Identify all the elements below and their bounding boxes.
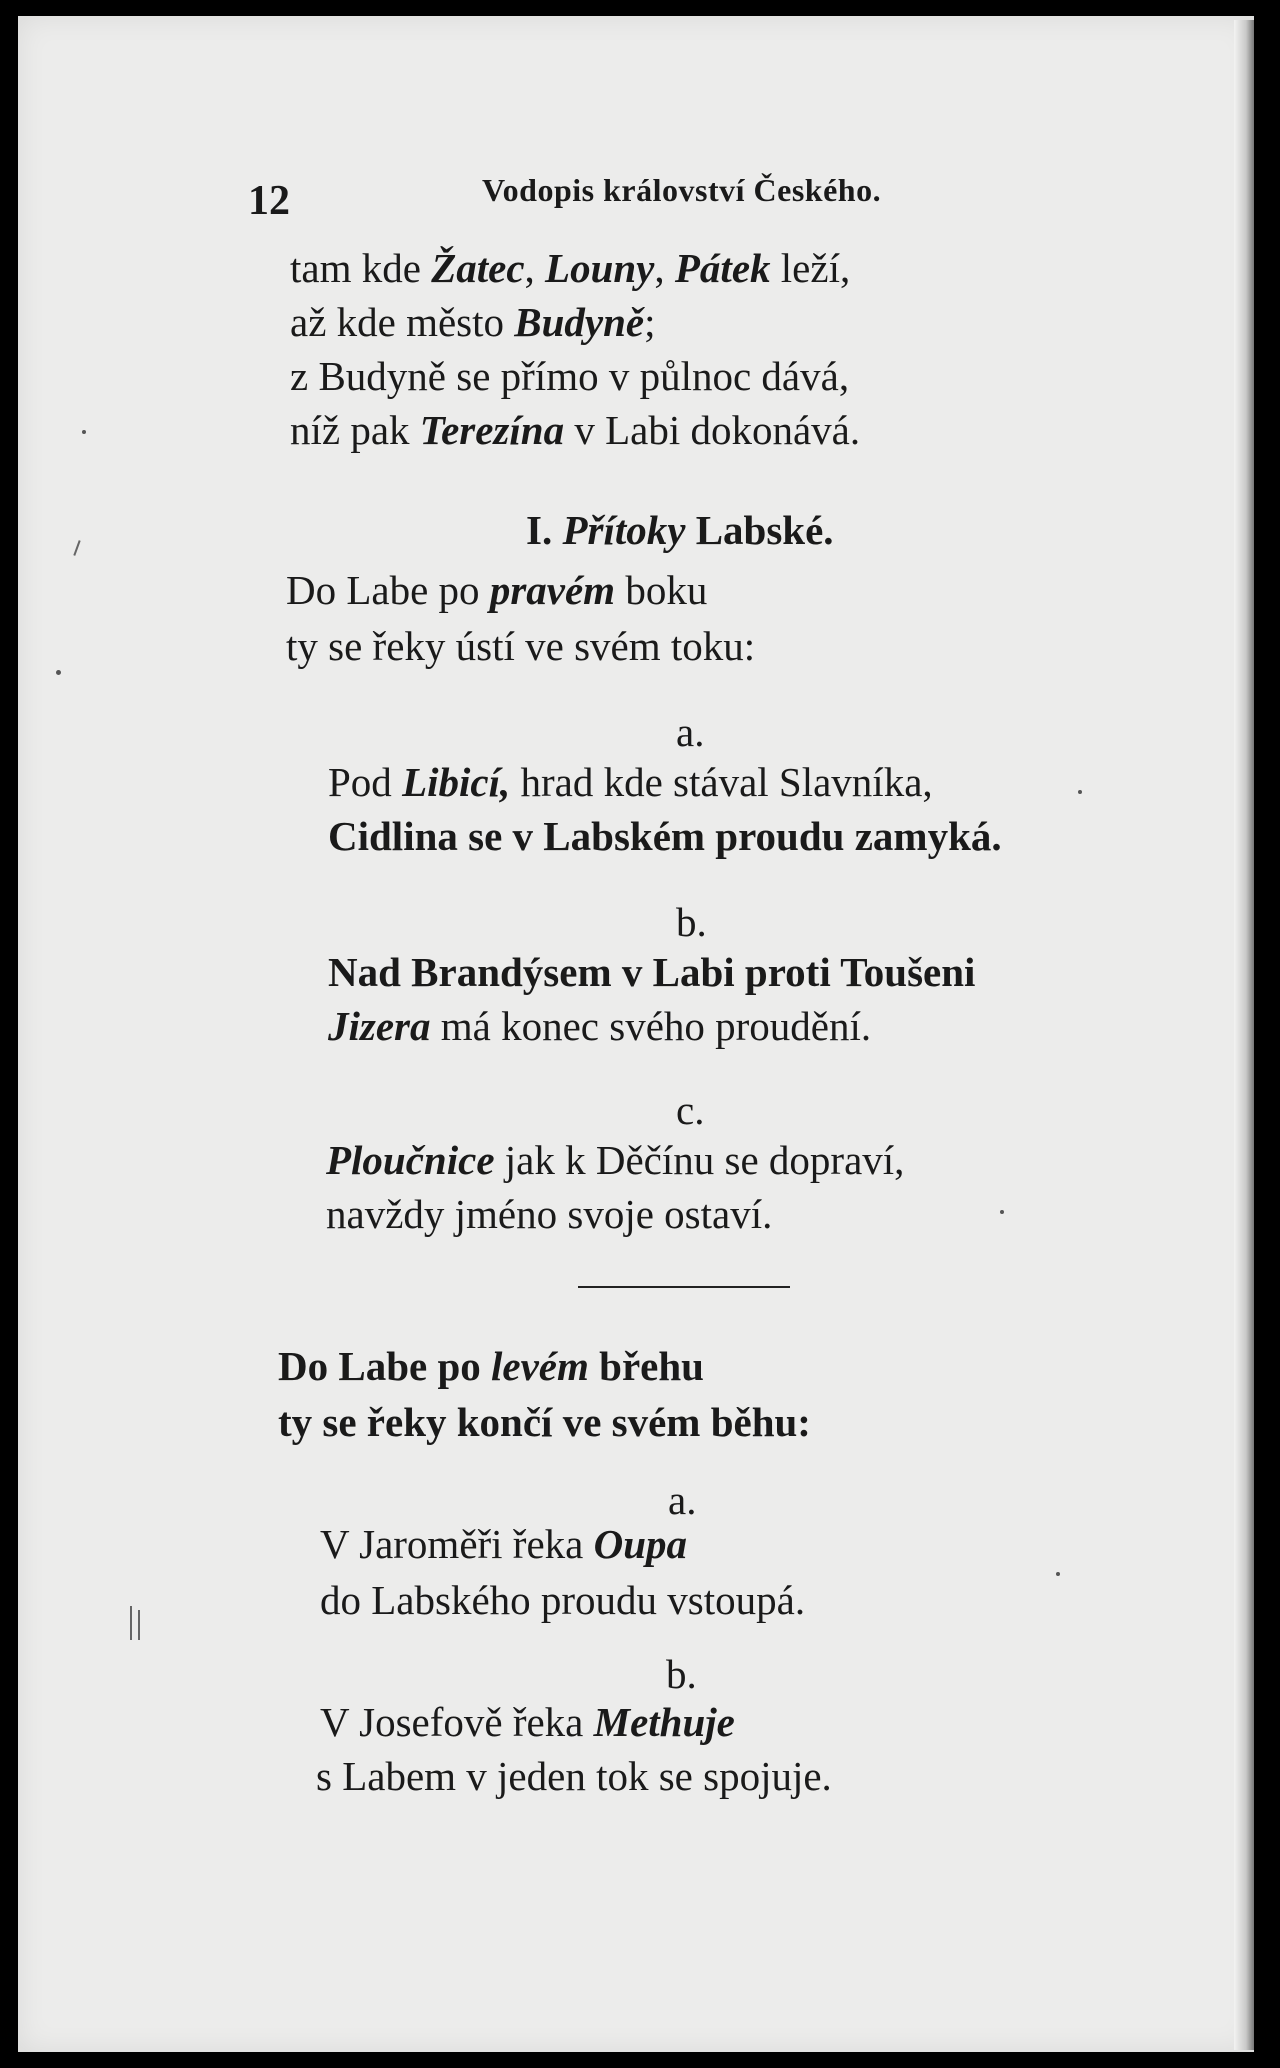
stanza1-line3: z Budyně se přímo v půlnoc dává, xyxy=(290,353,850,399)
left-a-line1: V Jaroměři řeka Oupa xyxy=(320,1521,688,1567)
right-a-label: a. xyxy=(676,709,705,755)
left-a-label: a. xyxy=(668,1477,697,1523)
right-c-line2: navždy jméno svoje ostaví. xyxy=(326,1191,773,1237)
stanza1-line4: níž pak Terezína v Labi dokonává. xyxy=(290,407,861,453)
left-b-line1: V Josefově řeka Methuje xyxy=(320,1699,735,1745)
section-divider xyxy=(578,1286,790,1288)
left-a-line2: do Labského proudu vstoupá. xyxy=(320,1577,806,1623)
right-bank-line2: ty se řeky ústí ve svém toku: xyxy=(286,623,756,669)
section-heading: I. Přítoky Labské. xyxy=(526,507,834,553)
left-bank-line2: ty se řeky končí ve svém běhu: xyxy=(278,1399,811,1445)
right-bank-line1: Do Labe po pravém boku xyxy=(286,567,708,613)
scan-mark xyxy=(130,1606,132,1640)
page-edge xyxy=(1234,20,1254,2050)
right-b-label: b. xyxy=(676,899,707,945)
scan-speck xyxy=(1078,790,1082,794)
right-c-label: c. xyxy=(676,1087,705,1133)
left-bank-line1: Do Labe po levém břehu xyxy=(278,1343,704,1389)
scan-speck xyxy=(1056,1572,1060,1576)
scan-speck xyxy=(82,430,86,434)
right-b-line2: Jizera má konec svého proudění. xyxy=(328,1003,872,1049)
running-title: Vodopis království Českého. xyxy=(482,172,882,208)
scan-speck xyxy=(56,670,61,675)
stanza1-line2: až kde město Budyně; xyxy=(290,299,656,345)
stanza1-line1: tam kde Žatec, Louny, Pátek leží, xyxy=(290,245,851,291)
right-a-line1: Pod Libicí, hrad kde stával Slavníka, xyxy=(328,759,933,805)
right-c-line1: Ploučnice jak k Děčínu se dopraví, xyxy=(326,1137,905,1183)
page-number: 12 xyxy=(248,178,290,224)
left-b-line2: s Labem v jeden tok se spojuje. xyxy=(316,1753,832,1799)
left-b-label: b. xyxy=(666,1651,697,1697)
right-a-line2: Cidlina se v Labském proudu zamyká. xyxy=(328,813,1002,859)
right-b-line1: Nad Brandýsem v Labi proti Toušeni xyxy=(328,949,976,995)
scan-speck xyxy=(1000,1210,1004,1214)
scan-mark xyxy=(138,1610,140,1640)
